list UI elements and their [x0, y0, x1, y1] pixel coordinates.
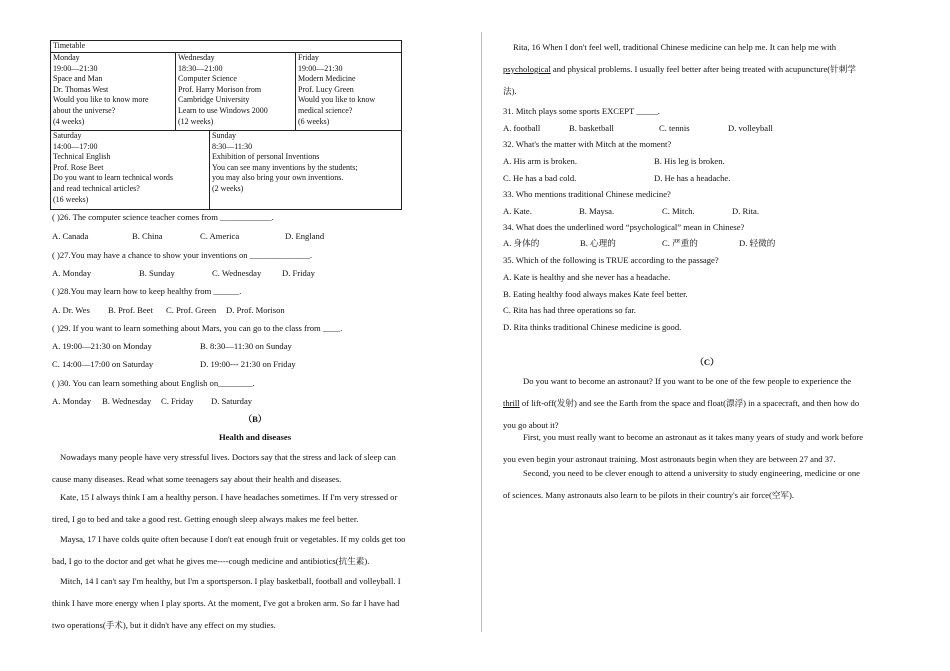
- option: D. Rita thinks traditional Chinese medicine is good.: [503, 322, 682, 332]
- text-line: [503, 392, 911, 414]
- timetable-cell-wednesday: [176, 53, 296, 130]
- option: D. 轻微的: [739, 238, 776, 248]
- option: D. Friday: [282, 268, 315, 278]
- text-fragment: of lift-off(发射) and see the Earth from the space and float(漂浮) in a spacecraft, and then how do: [519, 398, 860, 408]
- option: C. America: [200, 231, 240, 241]
- timetable-cell-saturday: [51, 131, 210, 209]
- weeks: (12 weeks): [178, 116, 214, 126]
- weeks: (2 weeks): [212, 183, 244, 193]
- paragraph-mitch: [52, 570, 458, 636]
- timetable: [50, 40, 402, 210]
- teacher: Dr. Thomas West: [53, 84, 109, 94]
- underlined-word: psychological: [503, 64, 551, 74]
- timetable-row-weekend: [51, 131, 401, 209]
- text-line: First, you must really want to become an astronaut as it takes many years of study and work before: [523, 432, 864, 442]
- teacher: Prof. Harry Morison from: [178, 84, 262, 94]
- text-line: 法).: [503, 86, 517, 96]
- question-options: [52, 341, 292, 352]
- paragraph: [503, 462, 911, 506]
- option: A. football: [503, 123, 541, 133]
- text-line: Kate, 15 I always think I am a healthy person. I have headaches sometimes. If I'm very stressed or: [60, 492, 398, 502]
- day: Wednesday: [178, 53, 215, 62]
- option: A. 19:00—21:30 on Monday: [52, 341, 152, 351]
- text-line: you go about it?: [503, 420, 559, 430]
- section-title: Health and diseases: [218, 432, 292, 442]
- text-line: Rita, 16 When I don't feel well, traditional Chinese medicine can help me. It can help me with: [513, 42, 837, 52]
- question-stem: 32. What's the matter with Mitch at the moment?: [503, 139, 672, 149]
- question-options: [503, 238, 775, 249]
- option: A. His arm is broken.: [503, 156, 577, 166]
- column-divider: [481, 32, 482, 632]
- question-stem: 35. Which of the following is TRUE according to the passage?: [503, 255, 719, 265]
- option: C. Friday: [161, 396, 194, 406]
- option: D. Rita.: [732, 206, 759, 216]
- description: Would you like to know: [298, 95, 376, 105]
- question-options: [52, 305, 285, 316]
- day: Saturday: [53, 131, 82, 140]
- timetable-cell-sunday: [210, 131, 400, 209]
- question-stem: ( )28.You may learn how to keep healthy from ______.: [52, 286, 242, 296]
- question-stem: 31. Mitch plays some sports EXCEPT _____.: [503, 106, 660, 116]
- description: Do you want to learn technical words: [53, 173, 173, 183]
- question-options: [503, 123, 773, 134]
- text-line: Mitch, 14 I can't say I'm healthy, but I'm a sportsperson. I play basketball, football and volleyball. I: [60, 576, 401, 586]
- text-line: Second, you need to be clever enough to attend a university to study engineering, medicine or one: [523, 468, 860, 478]
- question-stem: ( )30. You can learn something about English on________.: [52, 378, 255, 388]
- option: D. 19:00--- 21:30 on Friday: [200, 359, 296, 369]
- weeks: (6 weeks): [298, 116, 330, 126]
- description: and read technical articles?: [53, 183, 140, 193]
- option: D. volleyball: [728, 123, 773, 133]
- text-line: of sciences. Many astronauts also learn to be pilots in their country's air force(空军).: [503, 490, 795, 500]
- option: A. 身体的: [503, 238, 540, 248]
- time: 18:30—21:00: [178, 63, 223, 73]
- section-label: （B）: [243, 414, 267, 424]
- question-stem: ( )26. The computer science teacher comes from ____________.: [52, 212, 274, 222]
- text-line: Maysa, 17 I have colds quite often because I don't eat enough fruit or vegetables. If my colds get too: [60, 534, 406, 544]
- timetable-cell-monday: [51, 53, 176, 130]
- text-fragment: and physical problems. I usually feel better after being treated with acupuncture(针刺学: [550, 64, 856, 74]
- option: B. His leg is broken.: [654, 156, 725, 166]
- option: B. China: [132, 231, 163, 241]
- time: 19:00—21:30: [298, 63, 343, 73]
- option: A. Monday: [52, 268, 92, 278]
- option: A. Dr. Wes: [52, 305, 90, 315]
- option: D. He has a headache.: [654, 173, 731, 183]
- teacher: Prof. Rose Beet: [53, 162, 104, 172]
- subject: Exhibition of personal Inventions: [212, 152, 320, 162]
- question-stem: ( )27.You may have a chance to show your inventions on ______________.: [52, 250, 313, 260]
- question-stem: 34. What does the underlined word “psychological” mean in Chinese?: [503, 222, 745, 232]
- option: B. Eating healthy food always makes Kate feel better.: [503, 289, 688, 299]
- question-options: [52, 359, 296, 370]
- question-options: [52, 396, 252, 407]
- option: B. Wednesday: [102, 396, 152, 406]
- time: 14:00—17:00: [53, 141, 98, 151]
- question-options: [503, 206, 759, 217]
- text-line: Do you want to become an astronaut? If you want to be one of the few people to experience the: [523, 376, 852, 386]
- paragraph-rita: [503, 36, 911, 102]
- underlined-word: thrill: [503, 398, 520, 408]
- text-line: two operations(手术), but it didn't have any effect on my studies.: [52, 620, 276, 630]
- text-line: Nowadays many people have very stressful lives. Doctors say that the stress and lack of sleep can: [60, 452, 396, 462]
- description: you may also bring your own inventions.: [212, 173, 344, 183]
- text-line: tired, I go to bed and take a good rest. Getting enough sleep always makes me feel better.: [52, 514, 359, 524]
- option: B. Sunday: [139, 268, 175, 278]
- subject: Space and Man: [53, 74, 103, 84]
- option: A. Monday: [52, 396, 92, 406]
- option: A. Kate is healthy and she never has a headache.: [503, 272, 671, 282]
- option: C. Mitch.: [662, 206, 695, 216]
- option: B. 8:30—11:30 on Sunday: [200, 341, 292, 351]
- subject: Computer Science: [178, 74, 237, 84]
- option: A. Kate.: [503, 206, 532, 216]
- weeks: (4 weeks): [53, 116, 85, 126]
- timetable-row-weekday: [51, 53, 401, 131]
- option: C. 14:00—17:00 on Saturday: [52, 359, 154, 369]
- subject: Modern Medicine: [298, 74, 356, 84]
- option: B. Prof. Beet: [108, 305, 153, 315]
- section-label: （C）: [695, 357, 719, 367]
- time: 19:00—21:30: [53, 63, 98, 73]
- question-stem: ( )29. If you want to learn something about Mars, you can go to the class from ____.: [52, 323, 343, 333]
- option: B. Maysa.: [579, 206, 615, 216]
- day: Friday: [298, 53, 319, 62]
- option: A. Canada: [52, 231, 89, 241]
- timetable-cell-friday: [296, 53, 400, 130]
- text-line: bad, I go to the doctor and get what he gives me----cough medicine and antibiotics(抗生素).: [52, 556, 370, 566]
- option: C. He has a bad cold.: [503, 173, 577, 183]
- time: 8:30—11:30: [212, 141, 253, 151]
- question-options: [503, 173, 730, 184]
- option: C. Rita has had three operations so far.: [503, 305, 636, 315]
- subject: Technical English: [53, 152, 111, 162]
- paragraph-kate: [52, 486, 458, 530]
- option: C. 严重的: [662, 238, 698, 248]
- paragraph: [52, 446, 458, 490]
- paragraph-maysa: [52, 528, 458, 572]
- teacher: Prof. Lucy Green: [298, 84, 354, 94]
- weeks: (16 weeks): [53, 194, 89, 204]
- option: D. Saturday: [211, 396, 253, 406]
- text-line: cause many diseases. Read what some teenagers say about their health and diseases.: [52, 474, 342, 484]
- question-stem: 33. Who mentions traditional Chinese medicine?: [503, 189, 671, 199]
- option: B. 心理的: [580, 238, 616, 248]
- option: D. England: [285, 231, 325, 241]
- description: Would you like to know more: [53, 95, 149, 105]
- text-line: you even begin your astronaut training. Most astronauts begin when they are between 27 and 37.: [503, 454, 836, 464]
- text-line: [503, 58, 911, 80]
- question-options: [52, 268, 315, 279]
- day: Monday: [53, 53, 80, 62]
- option: C. tennis: [659, 123, 690, 133]
- description: about the universe?: [53, 105, 116, 115]
- description: Cambridge University: [178, 95, 250, 105]
- day: Sunday: [212, 131, 236, 140]
- text-line: think I have more energy when I play sports. At the moment, I've got a broken arm. So far I have had: [52, 598, 400, 608]
- option: B. basketball: [569, 123, 614, 133]
- description: medical science?: [298, 105, 353, 115]
- timetable-title: Timetable: [51, 41, 401, 53]
- option: D. Prof. Morison: [226, 305, 285, 315]
- question-options: [503, 156, 725, 167]
- question-options: [52, 231, 324, 242]
- option: C. Prof. Green: [166, 305, 217, 315]
- option: C. Wednesday: [212, 268, 262, 278]
- description: You can see many inventions by the students;: [212, 162, 358, 172]
- description: Learn to use Windows 2000: [178, 105, 268, 115]
